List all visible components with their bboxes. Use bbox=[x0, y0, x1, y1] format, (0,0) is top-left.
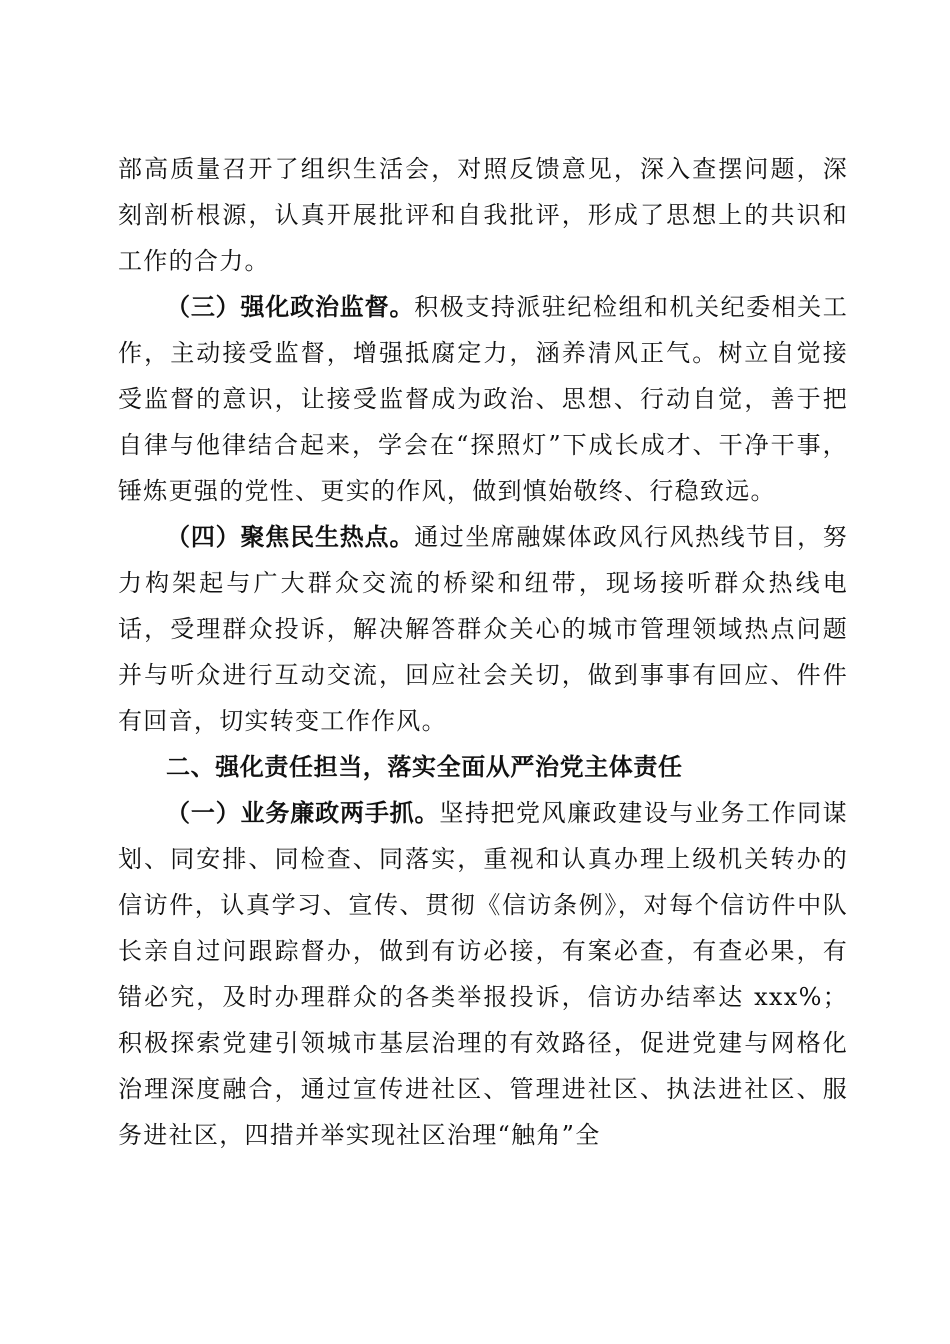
paragraph-lead: （三）强化政治监督。 bbox=[166, 293, 415, 321]
paragraph-political-supervision bbox=[118, 284, 848, 514]
paragraph-text: 通过坐席融媒体政风行风热线节目，努力构架起与广大群众交流的桥梁和纽带，现场接听群众热线电话，受理群众投诉，解决解答群众关心的城市管理领域热点问题并与听众进行互动交流，回应社会关切，做到事事有回应、件件有回音，切实转变工作作风。 bbox=[118, 523, 848, 735]
paragraph-lead: （四）聚焦民生热点。 bbox=[166, 523, 415, 551]
paragraph-business-integrity bbox=[118, 790, 848, 1158]
document-body bbox=[118, 146, 848, 1158]
paragraph-text: 部高质量召开了组织生活会，对照反馈意见，深入查摆问题，深刻剖析根源，认真开展批评和自我批评，形成了思想上的共识和工作的合力。 bbox=[118, 155, 848, 275]
paragraph-continuation bbox=[118, 146, 848, 284]
paragraph-livelihood-hotspots bbox=[118, 514, 848, 744]
paragraph-text: 积极支持派驻纪检组和机关纪委相关工作，主动接受监督，增强抵腐定力，涵养清风正气。树立自觉接受监督的意识，让接受监督成为政治、思想、行动自觉，善于把自律与他律结合起来，学会在“探照灯”下成长成才、干净干事，锤炼更强的党性、更实的作风，做到慎始敬终、行稳致远。 bbox=[118, 293, 848, 505]
paragraph-lead: （一）业务廉政两手抓。 bbox=[166, 799, 440, 827]
section-heading: 二、强化责任担当，落实全面从严治党主体责任 bbox=[166, 753, 683, 781]
paragraph-text: 坚持把党风廉政建设与业务工作同谋划、同安排、同检查、同落实，重视和认真办理上级机关转办的信访件，认真学习、宣传、贯彻《信访条例》，对每个信访件中队长亲自过问跟踪督办，做到有访必接，有案必查，有查必果，有错必究，及时办理群众的各类举报投诉，信访办结率达 xxx%；积极探索党建引领城市基层治理的有效路径，促进党建与网格化治理深度融合，通过宣传进社区、管理进社区、执法进社区、服务进社区，四措并举实现社区治理“触角”全 bbox=[118, 799, 848, 1149]
